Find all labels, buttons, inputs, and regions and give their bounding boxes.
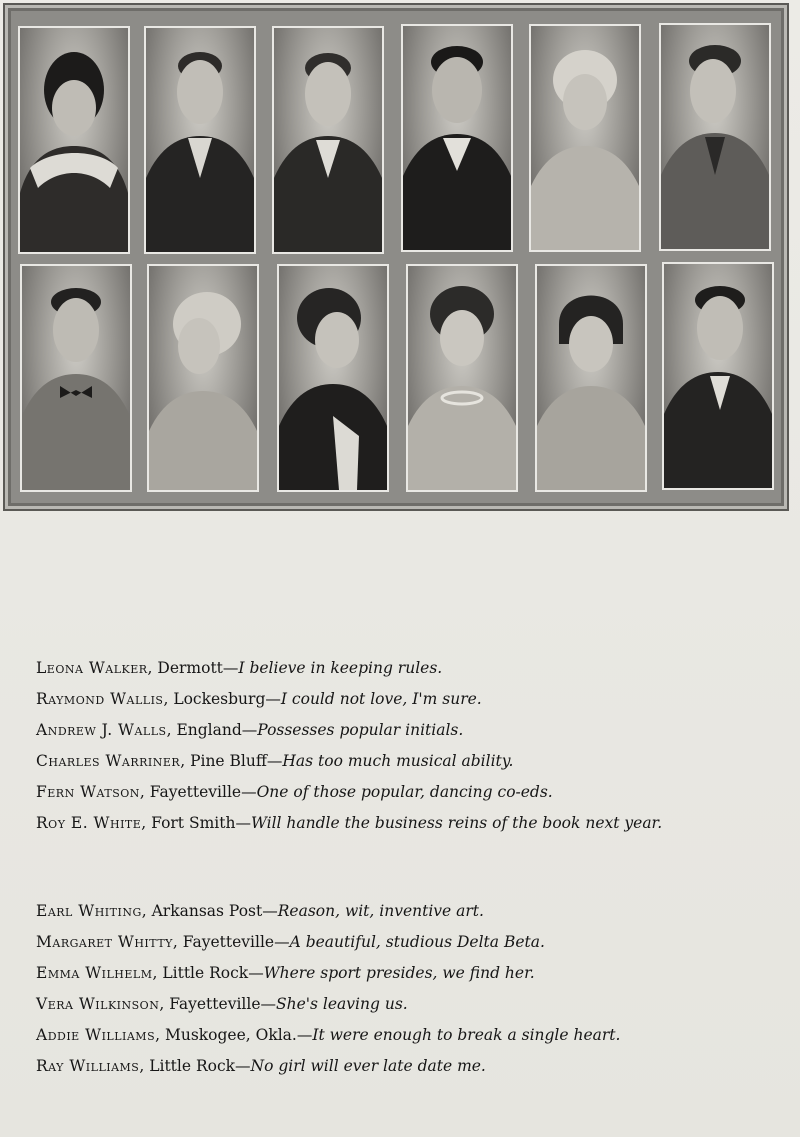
quote: She's leaving us. — [276, 995, 408, 1013]
caption-list-upper — [36, 653, 756, 839]
caption-area — [0, 520, 800, 1137]
caption-entry: Fern Watson, Fayetteville—One of those popular, dancing co-eds. — [36, 783, 553, 801]
hometown: Pine Bluff — [190, 752, 267, 770]
portrait-silhouette — [664, 264, 772, 488]
student-name: Charles Warriner — [36, 752, 181, 770]
portrait-silhouette — [537, 266, 645, 490]
portrait-panel — [3, 3, 789, 511]
student-name: Margaret Whitty — [36, 933, 173, 951]
student-name: Leona Walker — [36, 659, 148, 677]
portrait-photo — [406, 264, 518, 492]
quote: Possesses popular initials. — [257, 721, 464, 739]
caption-entry: Raymond Wallis, Lockesburg—I could not love, I'm sure. — [36, 690, 482, 708]
quote: It were enough to break a single heart. — [312, 1026, 621, 1044]
hometown: Muskogee, Okla. — [164, 1026, 297, 1044]
caption-entry: Emma Wilhelm, Little Rock—Where sport presides, we find her. — [36, 964, 535, 982]
student-name: Emma Wilhelm — [36, 964, 153, 982]
quote: I believe in keeping rules. — [238, 659, 443, 677]
student-name: Ray Williams — [36, 1057, 140, 1075]
portrait-photo — [144, 26, 256, 254]
hometown: Little Rock — [162, 964, 249, 982]
portrait-silhouette — [408, 266, 516, 490]
portrait-photo — [662, 262, 774, 490]
quote: Where sport presides, we find her. — [263, 964, 535, 982]
portrait-photo — [659, 23, 771, 251]
portrait-photo — [147, 264, 259, 492]
portrait-photo — [401, 24, 513, 252]
quote: One of those popular, dancing co-eds. — [256, 783, 553, 801]
quote: I could not love, I'm sure. — [280, 690, 482, 708]
portrait-silhouette — [149, 266, 257, 490]
caption-entry: Leona Walker, Dermott—I believe in keeping rules. — [36, 659, 443, 677]
portrait-photo — [529, 24, 641, 252]
caption-entry: Addie Williams, Muskogee, Okla.—It were enough to break a single heart. — [36, 1026, 621, 1044]
quote: Has too much musical ability. — [282, 752, 514, 770]
hometown: Arkansas Post — [151, 902, 263, 920]
portrait-silhouette — [22, 266, 130, 490]
quote: Reason, wit, inventive art. — [277, 902, 484, 920]
caption-entry: Margaret Whitty, Fayetteville—A beautiful, studious Delta Beta. — [36, 933, 545, 951]
caption-list-lower — [36, 896, 756, 1082]
quote: No girl will ever late date me. — [250, 1057, 486, 1075]
portrait-silhouette — [279, 266, 387, 490]
student-name: Roy E. White — [36, 814, 142, 832]
quote: Will handle the business reins of the book next year. — [250, 814, 663, 832]
student-name: Earl Whiting — [36, 902, 142, 920]
portrait-silhouette — [146, 28, 254, 252]
hometown: Fayetteville — [169, 995, 261, 1013]
caption-entry: Andrew J. Walls, England—Possesses popular initials. — [36, 721, 464, 739]
portrait-silhouette — [20, 28, 128, 252]
caption-entry: Charles Warriner, Pine Bluff—Has too much musical ability. — [36, 752, 514, 770]
portrait-silhouette — [274, 28, 382, 252]
quote: A beautiful, studious Delta Beta. — [289, 933, 545, 951]
portrait-silhouette — [403, 26, 511, 250]
student-name: Fern Watson — [36, 783, 140, 801]
portrait-photo — [535, 264, 647, 492]
hometown: Fayetteville — [149, 783, 242, 801]
portrait-photo — [277, 264, 389, 492]
portrait-silhouette — [531, 26, 639, 250]
caption-entry: Earl Whiting, Arkansas Post—Reason, wit, inventive art. — [36, 902, 484, 920]
portrait-photo — [272, 26, 384, 254]
portrait-photo — [20, 264, 132, 492]
hometown: Fort Smith — [151, 814, 236, 832]
student-name: Vera Wilkinson — [36, 995, 160, 1013]
hometown: Lockesburg — [173, 690, 266, 708]
caption-entry: Roy E. White, Fort Smith—Will handle the business reins of the book next year. — [36, 814, 663, 832]
student-name: Addie Williams — [36, 1026, 156, 1044]
hometown: Dermott — [157, 659, 223, 677]
caption-entry: Ray Williams, Little Rock—No girl will ever late date me. — [36, 1057, 486, 1075]
hometown: Little Rock — [149, 1057, 236, 1075]
portrait-photo — [18, 26, 130, 254]
hometown: Fayetteville — [182, 933, 275, 951]
hometown: England — [176, 721, 242, 739]
portrait-silhouette — [661, 25, 769, 249]
caption-entry: Vera Wilkinson, Fayetteville—She's leaving us. — [36, 995, 408, 1013]
student-name: Andrew J. Walls — [36, 721, 167, 739]
student-name: Raymond Wallis — [36, 690, 164, 708]
